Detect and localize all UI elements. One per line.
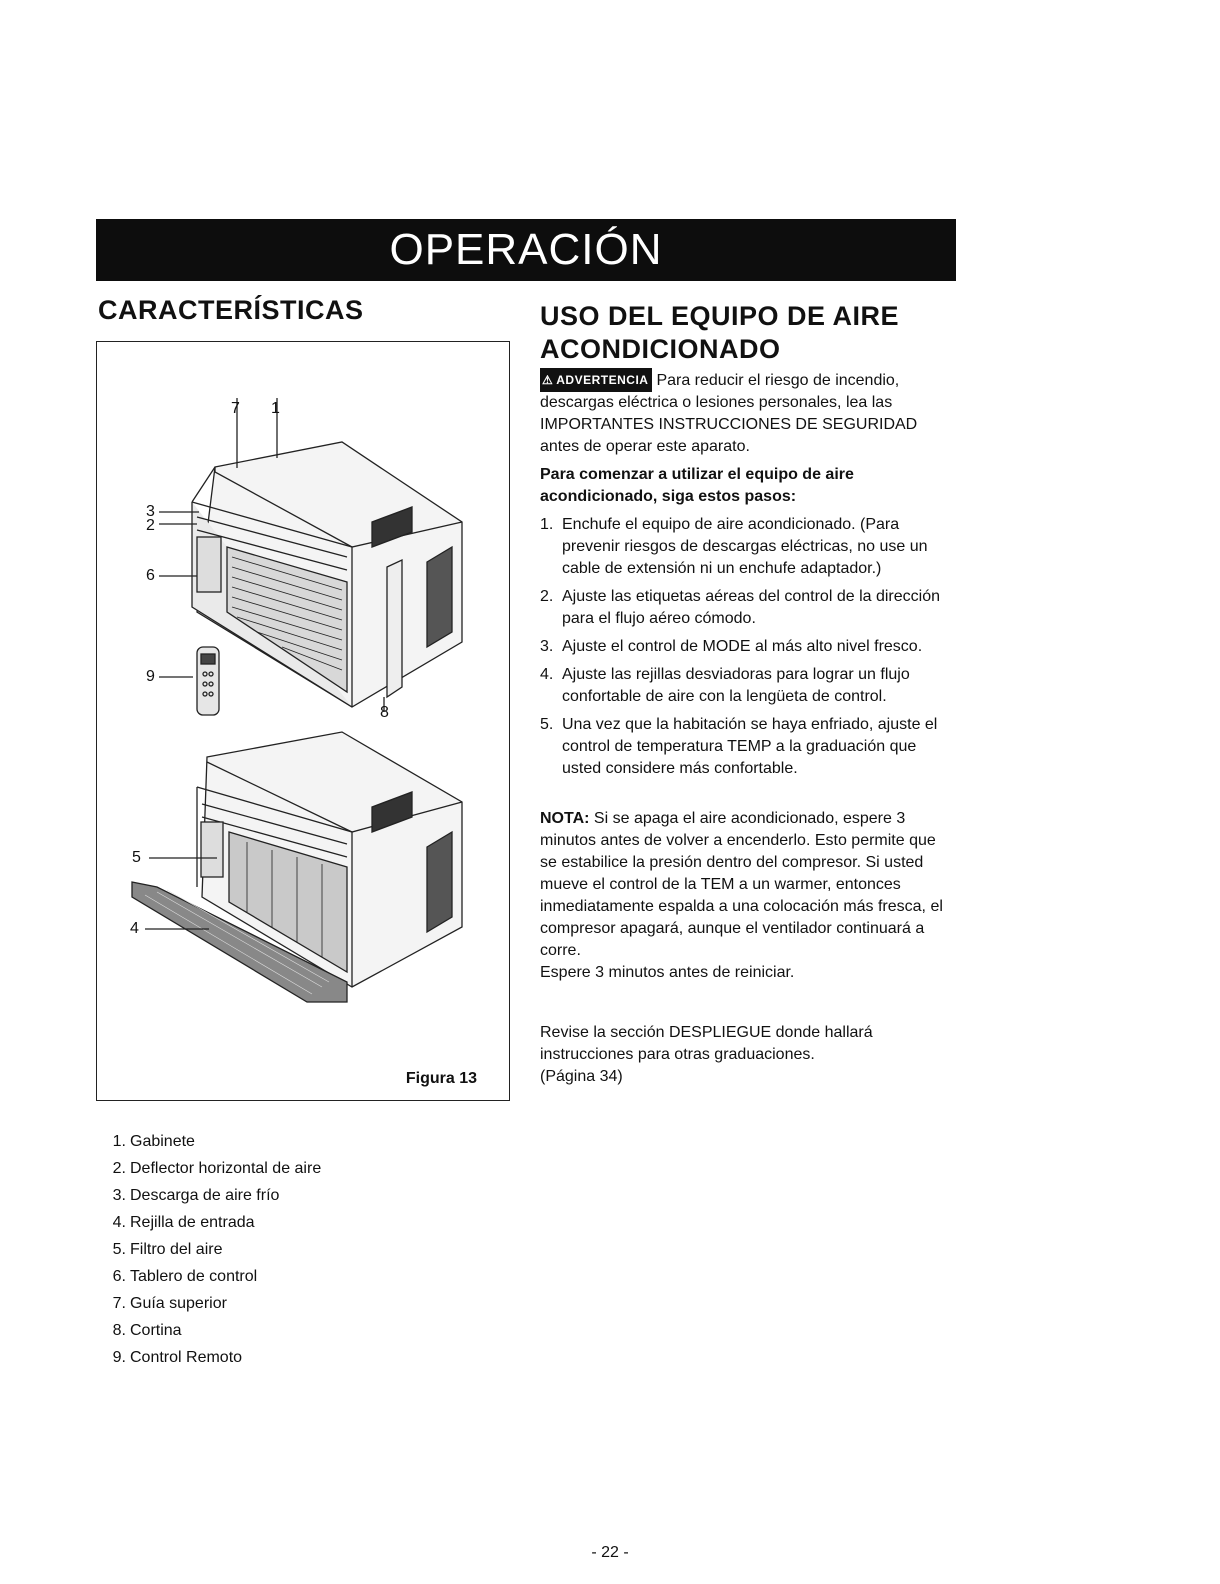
parts-legend	[106, 1128, 321, 1371]
page-number: - 22 -	[591, 1544, 629, 1561]
steps-lead: Para comenzar a utilizar el equipo de aire acondicionado, siga estos pasos:	[540, 466, 854, 505]
legend-item: 8. Cortina	[112, 1322, 182, 1339]
callout-8: 8	[380, 704, 389, 721]
note-paragraph	[540, 808, 955, 984]
legend-item: 5. Filtro del aire	[112, 1241, 223, 1258]
usage-section	[540, 368, 955, 1088]
legend-item: 4. Rejilla de entrada	[112, 1214, 255, 1231]
callout-7: 7	[231, 400, 240, 417]
callout-1: 1	[271, 400, 280, 417]
callout-6: 6	[146, 567, 155, 584]
legend-item: 1. Gabinete	[112, 1133, 195, 1150]
warning-triangle-icon: ⚠	[542, 373, 554, 387]
callout-3: 3	[146, 503, 155, 520]
legend-item: 6. Tablero de control	[112, 1268, 258, 1285]
warning-paragraph	[540, 368, 955, 458]
legend-item: 3. Descarga de aire frío	[112, 1187, 280, 1204]
air-conditioner-illustration	[97, 342, 511, 1102]
step-item: 4. Ajuste las rejillas desviadoras para lograr un flujo confortable de aire con la lengüeta de control.	[540, 666, 910, 705]
section-banner	[96, 219, 956, 281]
usage-heading: USO DEL EQUIPO DE AIRE ACONDICIONADO	[540, 301, 900, 364]
callout-4: 4	[130, 920, 139, 937]
note-text: Si se apaga el aire acondicionado, espere 3 minutos antes de volver a encenderlo. Esto permite que se estabilice la presión dentro del compresor. Si usted mueve el control de la TEM a un warmer, entonces inmediatamente espalda a una colocación más fresca, el compresor apagará, aunque el ventilador continuará a corre.	[540, 810, 943, 959]
steps-list	[540, 514, 955, 780]
step-item: 3. Ajuste el control de MODE al más alto nivel fresco.	[540, 638, 923, 655]
reference-page: (Página 34)	[540, 1068, 623, 1085]
step-item: 2. Ajuste las etiquetas aéreas del control de la dirección para el flujo aéreo cómodo.	[540, 588, 940, 627]
reference-text: Revise la sección DESPLIEGUE donde hallará instrucciones para otras graduaciones.	[540, 1024, 873, 1063]
step-item: 1. Enchufe el equipo de aire acondicionado. (Para prevenir riesgos de descargas eléctricas, no use un cable de extensión ni un enchufe adaptador.)	[540, 516, 928, 577]
note-text-2: Espere 3 minutos antes de reiniciar.	[540, 964, 795, 981]
figure-caption: Figura 13	[405, 1070, 477, 1087]
legend-item: 2. Deflector horizontal de aire	[112, 1160, 322, 1177]
warning-badge: ⚠ ADVERTENCIA	[540, 368, 652, 392]
callout-5: 5	[132, 849, 141, 866]
reference-paragraph	[540, 1022, 955, 1088]
banner-title: OPERACIÓN	[389, 225, 663, 274]
features-heading: CARACTERÍSTICAS	[98, 295, 364, 325]
warning-text: Para reducir el riesgo de incendio, descargas eléctrica o lesiones personales, lea las IMPORTANTES INSTRUCCIONES DE SEGURIDAD antes de operar este aparato.	[540, 372, 918, 455]
figure-13	[96, 341, 510, 1101]
callout-2: 2	[146, 517, 155, 534]
callout-9: 9	[146, 668, 155, 685]
legend-item: 9. Control Remoto	[112, 1349, 243, 1366]
legend-item: 7. Guía superior	[112, 1295, 227, 1312]
step-item: 5. Una vez que la habitación se haya enfriado, ajuste el control de temperatura TEMP a la graduación que usted considere más confortable.	[540, 716, 938, 777]
note-label: NOTA:	[540, 810, 590, 827]
